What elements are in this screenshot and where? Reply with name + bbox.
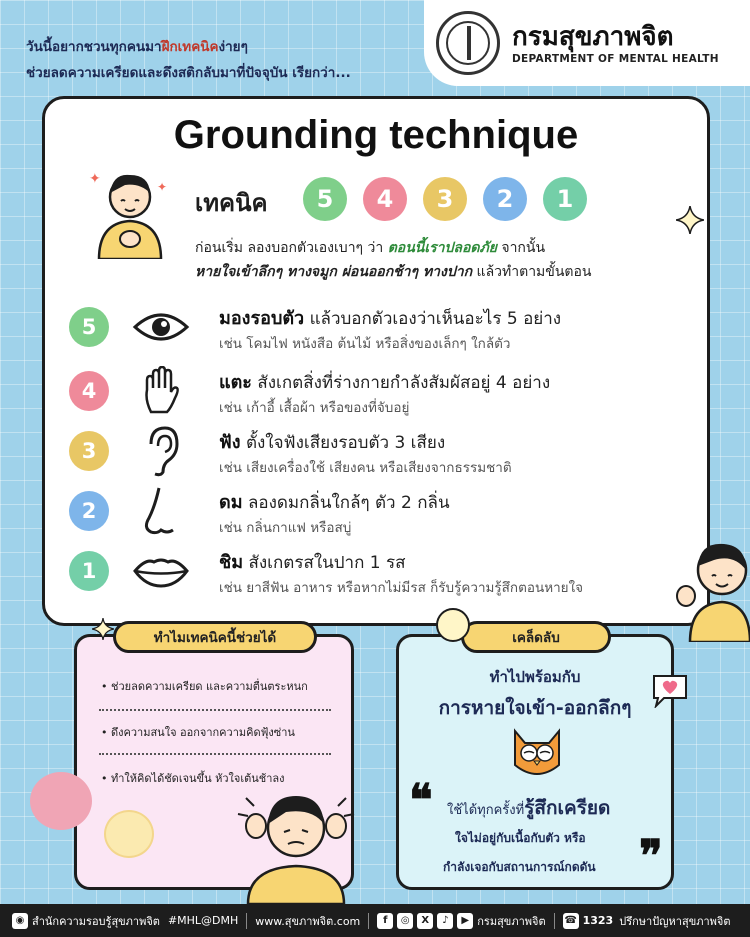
intro-instruction-1 <box>195 237 545 259</box>
step-number: 3 <box>69 431 109 471</box>
tip-panel <box>396 630 674 890</box>
intro-line-2: ช่วยลดความเครียดและดึงสติกลับมาที่ปัจจุบัน เรียกว่า... <box>26 65 351 81</box>
calm-person-illustration <box>85 163 175 259</box>
eye-icon <box>131 301 191 353</box>
step-text <box>219 367 550 396</box>
waving-person-illustration <box>670 532 750 642</box>
tip-quote-bold: รู้สึกเครียด <box>524 797 611 819</box>
x-icon[interactable]: X <box>417 913 433 929</box>
footer-website[interactable]: www.สุขภาพจิต.com <box>255 914 361 928</box>
why-item: • ดึงความสนใจ ออกจากความคิดฟุ้งซ่าน <box>101 726 295 739</box>
intro-line-1-suffix: ง่ายๆ <box>218 39 248 55</box>
number-badge-1: 1 <box>543 177 587 221</box>
step-instruction: แล้วบอกตัวเองว่าเห็นอะไร 5 อย่าง <box>304 309 562 329</box>
why-tag: ทำไมเทคนิคนี้ช่วยได้ <box>113 621 317 653</box>
tip-title-1: ทำไปพร้อมกับ <box>489 668 581 686</box>
step-smell <box>45 485 707 545</box>
instruction-1-suffix: จากนั้น <box>496 240 546 256</box>
step-number: 1 <box>69 551 109 591</box>
divider <box>99 753 331 755</box>
brand-name-en: DEPARTMENT OF MENTAL HEALTH <box>512 53 719 65</box>
footer-hashtag: #MHL@DMH <box>167 914 239 927</box>
step-instruction: ลองดมกลิ่นใกล้ๆ ตัว 2 กลิ่น <box>242 493 450 513</box>
step-action: ชิม <box>219 552 244 573</box>
footer <box>0 904 750 937</box>
step-instruction: สังเกตสิ่งที่ร่างกายกำลังสัมผัสอยู่ 4 อย่าง <box>251 373 551 393</box>
instruction-1-prefix: ก่อนเริ่ม ลองบอกตัวเองเบาๆ ว่า <box>195 240 388 256</box>
star-icon <box>92 618 114 640</box>
step-touch <box>45 365 707 425</box>
intro-text <box>26 34 426 86</box>
close-quote-icon: ❞ <box>639 831 663 882</box>
lips-icon <box>131 545 191 597</box>
footer-hotline[interactable]: 1323 <box>582 914 614 927</box>
yellow-blob-face-icon <box>104 810 154 858</box>
phone-icon: ☎ <box>563 913 579 929</box>
step-number: 2 <box>69 491 109 531</box>
ministry-seal-icon <box>436 11 500 75</box>
number-badge-5: 5 <box>303 177 347 221</box>
page-title: Grounding technique <box>173 113 579 157</box>
tip-quote-line-2: ใจไม่อยู่กับเนื้อกับตัว หรือ <box>455 831 586 845</box>
brand-name-th: กรมสุขภาพจิต <box>512 22 674 52</box>
smiley-bubble-icon <box>436 608 470 642</box>
heart-bubble-icon <box>650 672 690 708</box>
brand-logo-box <box>424 0 750 86</box>
svg-text:✦: ✦ <box>157 180 168 194</box>
number-badge-3: 3 <box>423 177 467 221</box>
instruction-2-suffix: แล้วทำตามขั้นตอน <box>472 264 592 280</box>
tip-quote-line-1 <box>447 793 610 823</box>
instagram-icon[interactable]: ◎ <box>397 913 413 929</box>
stressed-person-illustration <box>226 780 366 904</box>
hand-icon <box>131 365 191 417</box>
why-item: • ทำให้คิดได้ชัดเจนขึ้น หัวใจเต้นช้าลง <box>101 772 285 785</box>
svg-text:✦: ✦ <box>89 171 101 187</box>
intro-line-1-prefix: วันนี้อยากชวนทุกคนมา <box>26 39 162 55</box>
step-text <box>219 547 406 576</box>
step-instruction: สังเกตรสในปาก 1 รส <box>243 553 406 573</box>
footer-page-name[interactable]: กรมสุขภาพจิต <box>477 914 546 928</box>
step-action: แตะ <box>219 372 252 393</box>
tiktok-icon[interactable]: ♪ <box>437 913 453 929</box>
step-instruction: ตั้งใจฟังเสียงรอบตัว 3 เสียง <box>240 433 446 453</box>
pink-blob-face-icon <box>30 772 92 830</box>
footer-office: สำนักความรอบรู้สุขภาพจิต <box>32 914 160 928</box>
step-text <box>219 427 445 456</box>
tip-quote-prefix: ใช้ได้ทุกครั้งที่ <box>447 803 525 818</box>
step-action: ฟัง <box>219 432 241 453</box>
breathing-phrase: หายใจเข้าลึกๆ ทางจมูก ผ่อนออกช้าๆ ทางปาก <box>195 264 473 280</box>
step-number: 4 <box>69 371 109 411</box>
intro-instruction-2 <box>195 261 592 283</box>
number-badge-2: 2 <box>483 177 527 221</box>
owl-mascot-icon <box>509 725 565 781</box>
step-action: ดม <box>219 492 243 513</box>
tip-tag: เคล็ดลับ <box>461 621 611 653</box>
step-example: เช่น เก้าอี้ เสื้อผ้า หรือของที่จับอยู่ <box>219 400 410 416</box>
open-quote-icon: ❝ <box>409 775 433 826</box>
sparkle-icon <box>676 206 704 234</box>
office-logo-icon: ◉ <box>12 913 28 929</box>
step-number: 5 <box>69 307 109 347</box>
ear-icon <box>131 425 191 477</box>
step-example: เช่น เสียงเครื่องใช้ เสียงคน หรือเสียงจากธรรมชาติ <box>219 460 512 476</box>
step-text <box>219 487 450 516</box>
step-example: เช่น กลิ่นกาแฟ หรือสบู่ <box>219 520 352 536</box>
safe-phrase: ตอนนี้เราปลอดภัย <box>387 240 497 256</box>
tip-quote-line-3: กำลังเจอกับสถานการณ์กดดัน <box>443 860 596 874</box>
number-badge-4: 4 <box>363 177 407 221</box>
why-item: • ช่วยลดความเครียด และความตื่นตระหนก <box>101 680 308 693</box>
step-taste <box>45 545 707 605</box>
step-see <box>45 301 707 361</box>
facebook-icon[interactable]: f <box>377 913 393 929</box>
step-action: มองรอบตัว <box>219 308 305 329</box>
technique-card <box>42 96 710 626</box>
step-example: เช่น โคมไฟ หนังสือ ต้นไม้ หรือสิ่งของเล็กๆ ใกล้ตัว <box>219 336 511 352</box>
tip-title-2: การหายใจเข้า-ออกลึกๆ <box>438 697 632 719</box>
divider <box>99 709 331 711</box>
step-hear <box>45 425 707 485</box>
step-text <box>219 303 561 332</box>
nose-icon <box>131 485 191 537</box>
intro-line-1 <box>26 34 426 60</box>
footer-hotline-text: ปรึกษาปัญหาสุขภาพจิต <box>619 914 731 928</box>
intro-highlight: ฝึกเทคนิค <box>161 39 219 55</box>
step-example: เช่น ยาสีฟัน อาหาร หรือหากไม่มีรส ก็รับรู้ความรู้สึกตอนหายใจ <box>219 580 584 596</box>
technique-label: เทคนิค <box>195 189 268 217</box>
youtube-icon[interactable]: ▶ <box>457 913 473 929</box>
